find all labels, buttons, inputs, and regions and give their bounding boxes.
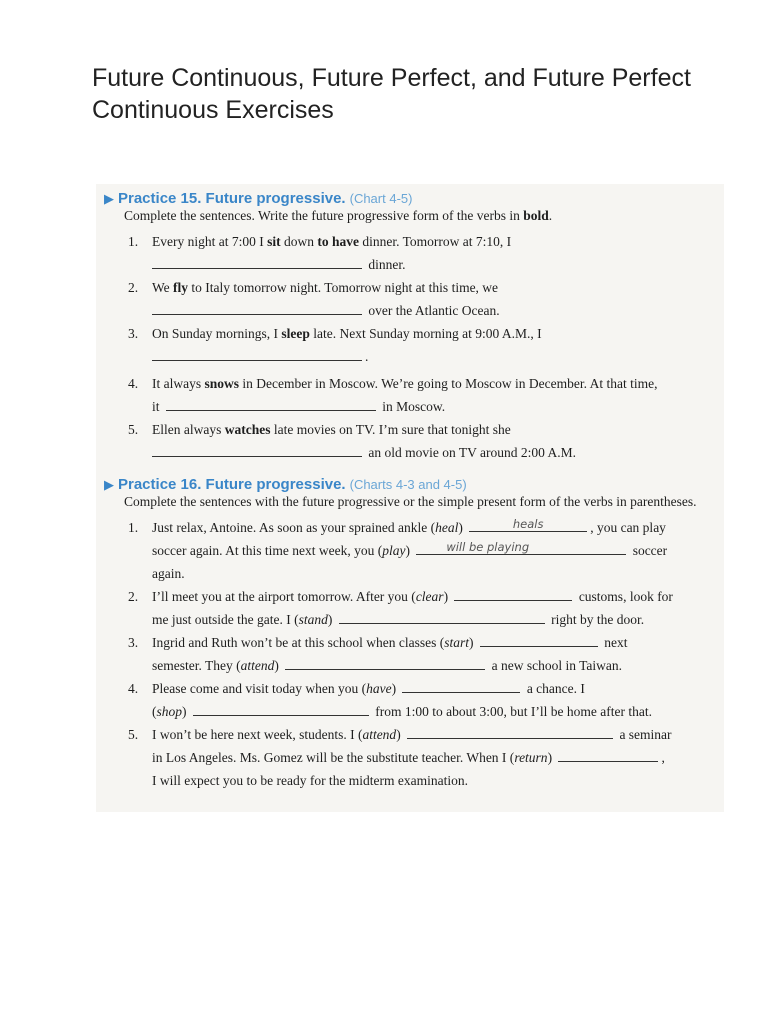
exercise-item: 1. Every night at 7:00 I sit down to have dinner. Tomorrow at 7:10, I dinner.	[128, 234, 512, 272]
handwritten-answer: will be playing	[446, 540, 530, 554]
answer-blank[interactable]	[454, 586, 572, 601]
practice-16-section	[104, 476, 716, 792]
practice-15-title: Practice 15. Future progressive.	[118, 190, 346, 207]
answer-blank[interactable]	[416, 540, 626, 555]
exercise-item: 4. Please come and visit today when you (have) a chance. I (shop) from 1:00 to about 3:00, but I’ll be home after that.	[104, 677, 716, 723]
answer-blank[interactable]	[152, 346, 362, 361]
answer-blank[interactable]	[407, 724, 613, 739]
answer-blank[interactable]	[152, 254, 362, 269]
answer-blank[interactable]	[152, 300, 362, 315]
answer-blank[interactable]	[480, 632, 598, 647]
answer-blank[interactable]	[285, 655, 485, 670]
exercise-item: 5. I won’t be here next week, students. I (attend) a seminar in Los Angeles. Ms. Gomez will be the substitute teacher. When I (return) , I will expect you to be ready for the midterm examination.	[104, 723, 716, 792]
exercise-item: 3. Ingrid and Ruth won’t be at this school when classes (start) next semester. They (attend) a new school in Taiwan.	[104, 631, 716, 677]
arrow-icon: ▶	[104, 477, 114, 492]
answer-blank[interactable]	[193, 701, 369, 716]
practice-16-header	[104, 476, 716, 494]
practice-15-header	[104, 190, 716, 208]
answer-blank[interactable]	[558, 747, 658, 762]
chart-reference: (Chart 4-5)	[349, 191, 413, 206]
answer-blank[interactable]	[339, 609, 545, 624]
practice-15-instruction: Complete the sentences. Write the future progressive form of the verbs in bold.	[124, 208, 553, 223]
arrow-icon: ▶	[104, 191, 114, 206]
practice-16-title: Practice 16. Future progressive.	[118, 476, 346, 493]
exercise-item: 4. It always snows in December in Moscow. We’re going to Moscow in December. At that time, it in Moscow.	[128, 376, 658, 414]
exercise-item: 5. Ellen always watches late movies on TV. I’m sure that tonight she an old movie on TV around 2:00 A.M.	[128, 422, 576, 460]
answer-blank[interactable]	[402, 678, 520, 693]
answer-blank[interactable]	[469, 517, 587, 532]
answer-blank[interactable]	[166, 396, 376, 411]
exercise-item: 1. Just relax, Antoine. As soon as your sprained ankle (heal) heals , you can play soccer again. At this time next week, you (play) will be playing soccer again.	[128, 517, 668, 581]
answer-blank[interactable]	[152, 442, 362, 457]
exercise-item: 3. On Sunday mornings, I sleep late. Next Sunday morning at 9:00 A.M., I .	[128, 326, 542, 364]
practice-16-instruction: Complete the sentences with the future progressive or the simple present form of the verbs in parentheses.	[124, 494, 697, 509]
exercise-item: 2. I’ll meet you at the airport tomorrow. After you (clear) customs, look for me just outside the gate. I (stand) right by the door.	[104, 585, 716, 631]
page-title: Future Continuous, Future Perfect, and Future Perfect Continuous Exercises	[92, 64, 691, 124]
chart-reference: (Charts 4-3 and 4-5)	[349, 477, 467, 492]
exercise-item: 2. We fly to Italy tomorrow night. Tomorrow night at this time, we over the Atlantic Ocean.	[128, 280, 500, 318]
handwritten-answer: heals	[512, 517, 544, 531]
practice-15-section	[104, 190, 716, 464]
